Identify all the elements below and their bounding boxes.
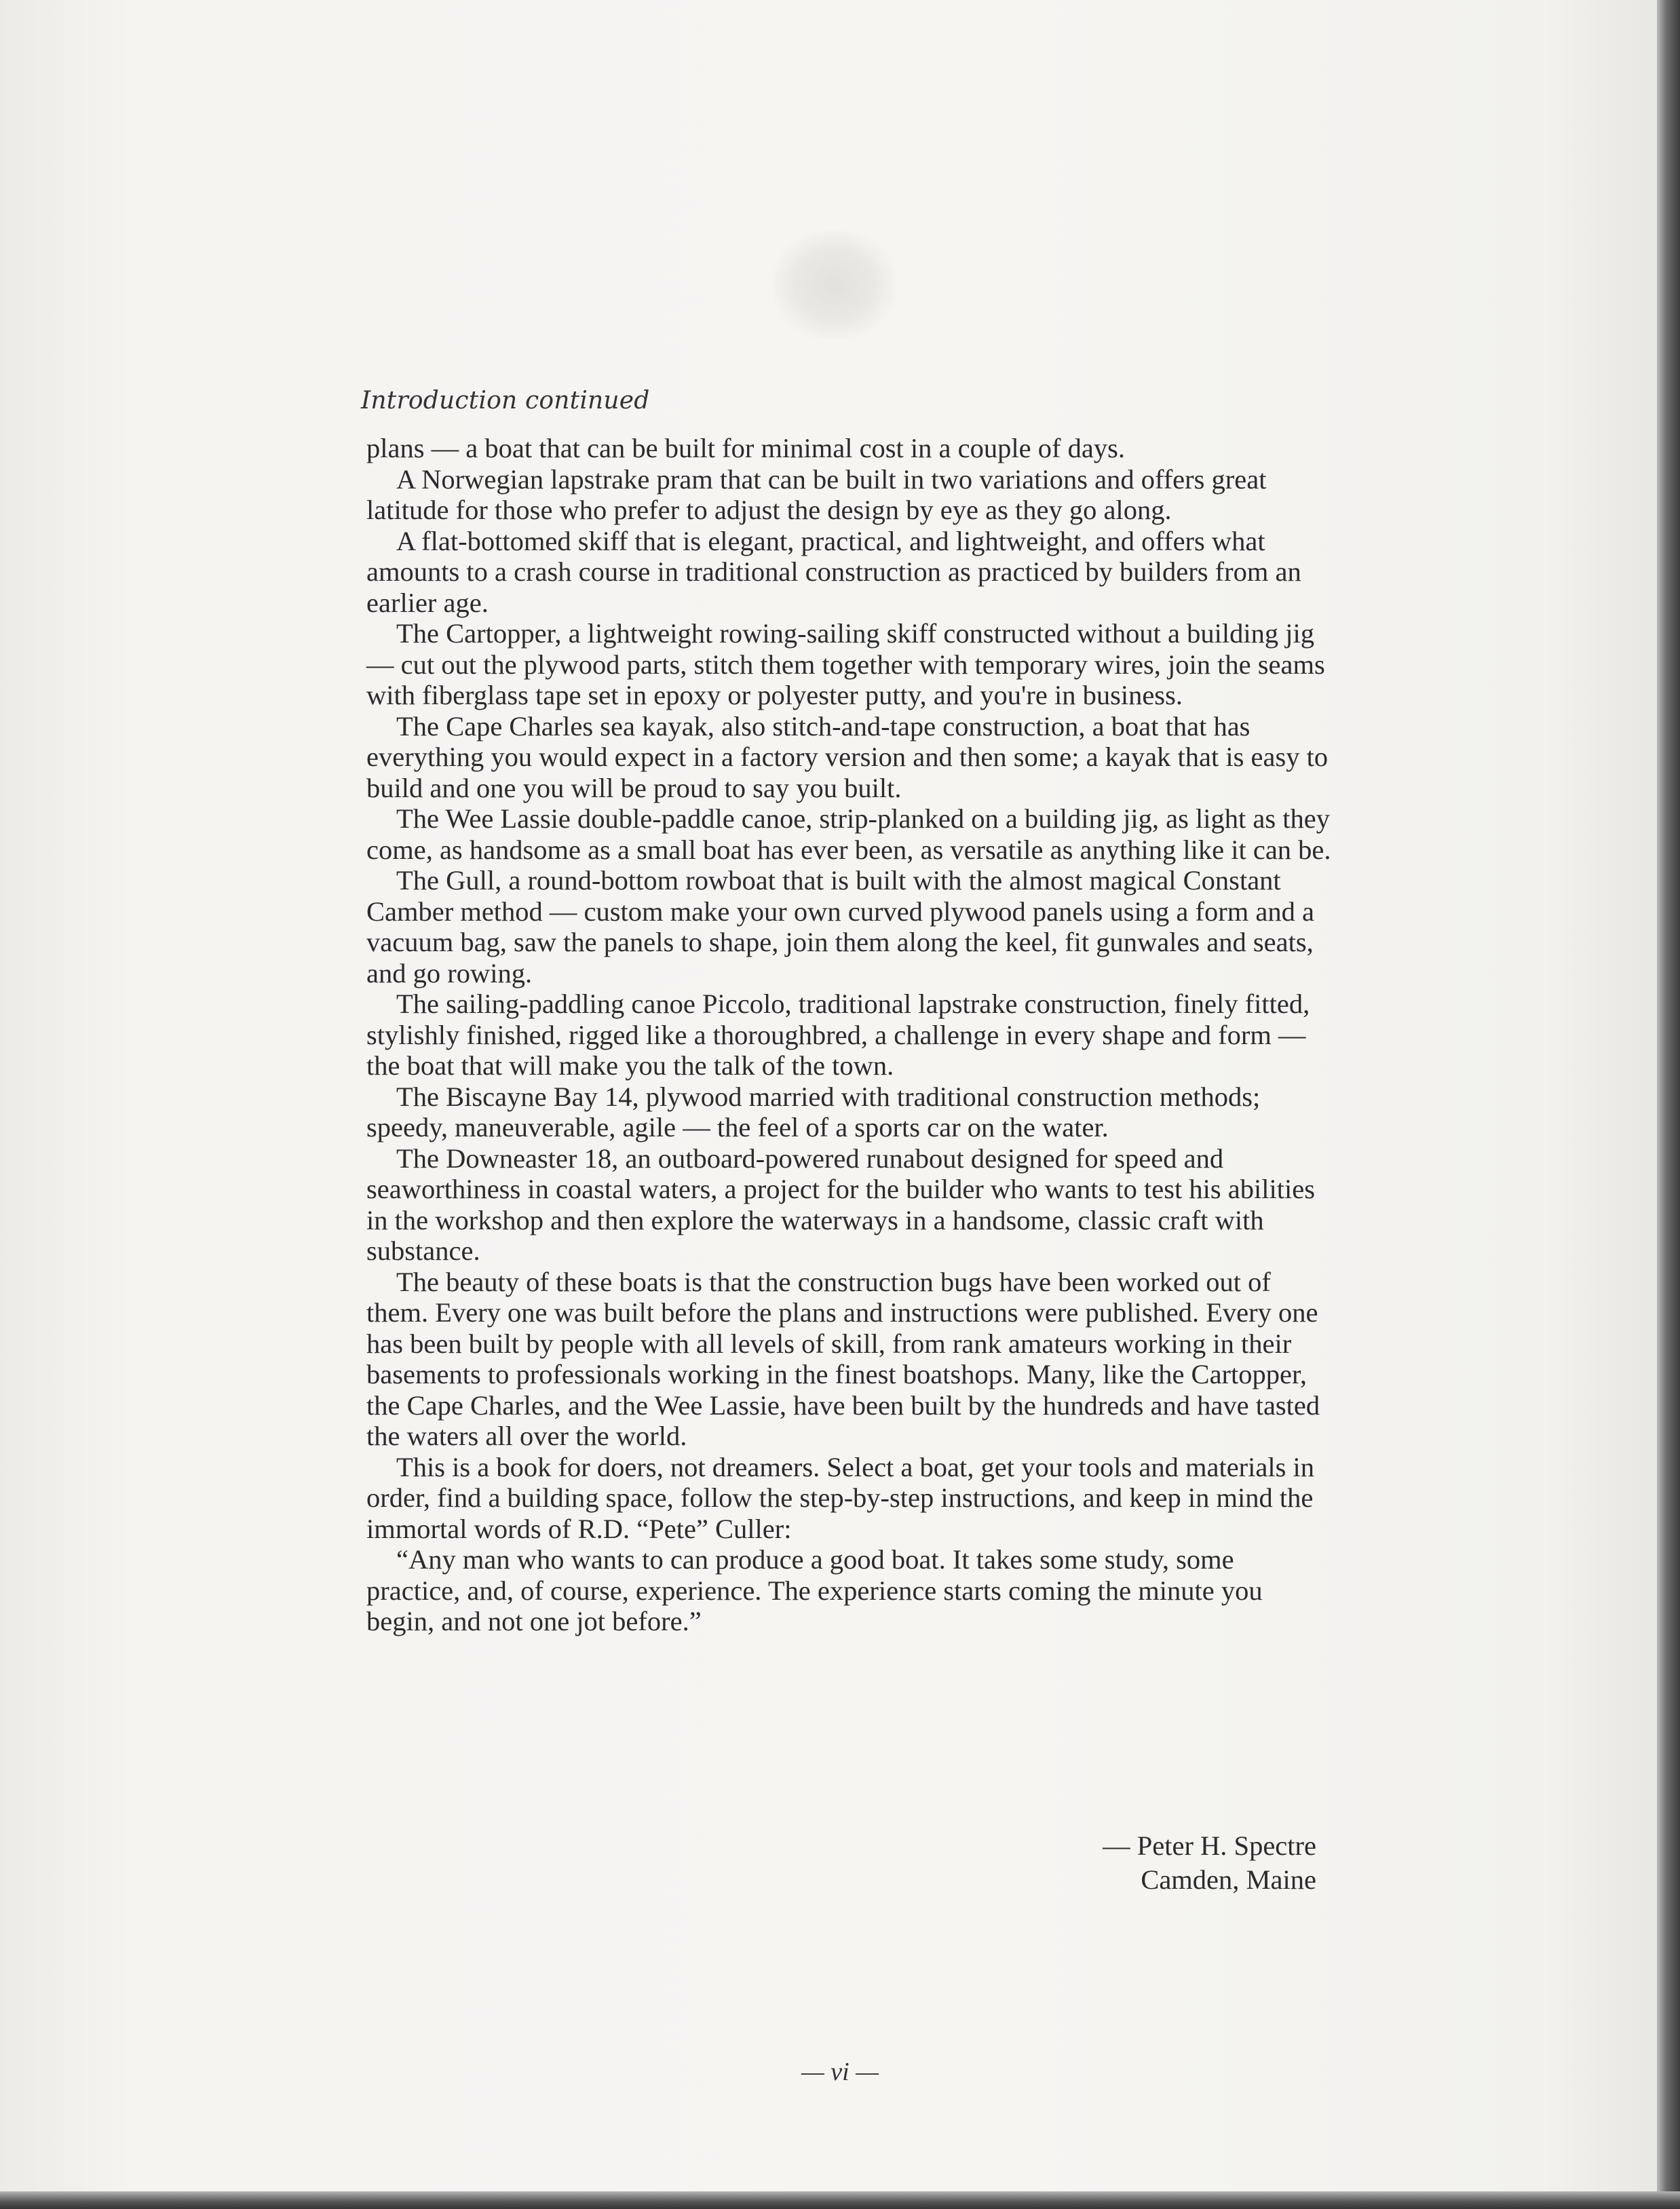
running-header: Introduction continued bbox=[361, 387, 650, 415]
paragraph-9: The Biscayne Bay 14, plywood married with traditional construction methods; speedy, maneuverable, agile — the feel of a sports car on the water. bbox=[366, 1081, 1261, 1142]
signature-author: — Peter H. Spectre bbox=[1103, 1830, 1316, 1861]
paragraph-12: This is a book for doers, not dreamers. Select a boat, get your tools and materials in order, find a building space, follow the step-by-step instructions, and keep in mind the immortal words of R.D. “Pete” Culler: bbox=[366, 1451, 1315, 1544]
binding-edge-right bbox=[1657, 0, 1680, 2209]
scan-smudge bbox=[774, 231, 896, 339]
binding-edge-bottom bbox=[0, 2191, 1680, 2209]
paragraph-13: “Any man who wants to can produce a good boat. It takes some study, some practice, and, of course, experience. The experience starts coming the minute you begin, and not one jot before.” bbox=[366, 1544, 1263, 1636]
body-text bbox=[366, 433, 1331, 1637]
paragraph-11: The beauty of these boats is that the construction bugs have been worked out of them. Every one was built before the plans and instructions were published. Every one has been built by people with all levels of skill, from rank amateurs working in their basements to professionals working in the finest boatshops. Many, like the Cartopper, the Cape Charles, and the Wee Lassie, have been built by the hundreds and have tasted the waters all over the world. bbox=[366, 1266, 1320, 1451]
paragraph-1: plans — a boat that can be built for minimal cost in a couple of days. bbox=[366, 433, 1125, 463]
paragraph-6: The Wee Lassie double-paddle canoe, strip-planked on a building jig, as light as they come, as handsome as a small boat has ever been, as versatile as anything like it can be. bbox=[366, 803, 1331, 865]
signature-block bbox=[1103, 1829, 1316, 1897]
page-number: — vi — bbox=[801, 2058, 879, 2086]
signature-place: Camden, Maine bbox=[1141, 1864, 1316, 1895]
paragraph-8: The sailing-paddling canoe Piccolo, traditional lapstrake construction, finely fitted, stylishly finished, rigged like a thoroughbred, a challenge in every shape and form — the boat that will make you the talk of the town. bbox=[366, 988, 1310, 1081]
paragraph-4: The Cartopper, a lightweight rowing-sailing skiff constructed without a building jig — cut out the plywood parts, stitch them together with temporary wires, join the seams with fiberglass tape set in epoxy or polyester putty, and you're in business. bbox=[366, 618, 1325, 710]
paragraph-3: A flat-bottomed skiff that is elegant, practical, and lightweight, and offers what amounts to a crash course in traditional construction as practiced by builders from an earlier age. bbox=[366, 525, 1301, 618]
paragraph-2: A Norwegian lapstrake pram that can be built in two variations and offers great latitude for those who prefer to adjust the design by eye as they go along. bbox=[366, 463, 1267, 525]
paragraph-5: The Cape Charles sea kayak, also stitch-and-tape construction, a boat that has everything you would expect in a factory version and then some; a kayak that is easy to build and one you will be proud to say you built. bbox=[366, 710, 1329, 803]
paragraph-10: The Downeaster 18, an outboard-powered runabout designed for speed and seaworthiness in coastal waters, a project for the builder who wants to test his abilities in the workshop and then explore the waterways in a handsome, classic craft with substance. bbox=[366, 1142, 1316, 1266]
paragraph-7: The Gull, a round-bottom rowboat that is built with the almost magical Constant Camber method — custom make your own curved plywood panels using a form and a vacuum bag, saw the panels to shape, join them along the keel, fit gunwales and seats, and go rowing. bbox=[366, 865, 1314, 988]
